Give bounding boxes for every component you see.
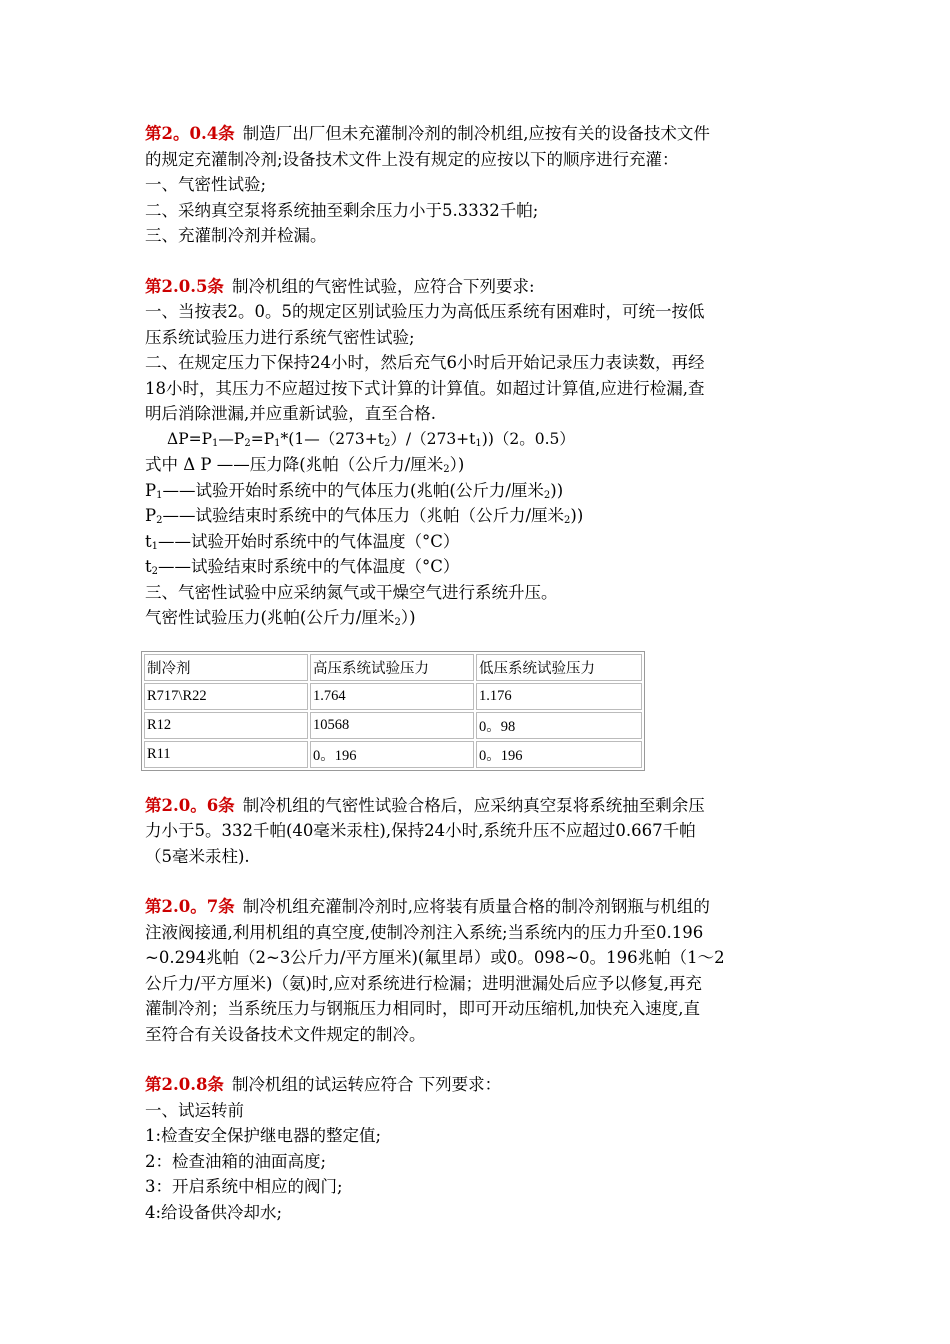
table-cell: 1.176: [476, 683, 642, 710]
sec205-line: 压系统试验压力进行系统气密性试验;: [145, 327, 415, 347]
table-cell: 1.764: [310, 683, 474, 710]
table-row: [144, 741, 642, 768]
sec205-line: 一、当按表2。0。5的规定区别试验压力为高低压系统有困难时，可统一按低: [145, 302, 705, 321]
sec207-line: ~0.294兆帕（2~3公斤力/平方厘米)(氟里昂）或0。098~0。196兆帕（1～2: [145, 948, 725, 967]
sec205-line: 18小时，其压力不应超过按下式计算的计算值。如超过计算值,应进行检漏,查: [145, 378, 705, 398]
table-header-cell: 制冷剂: [144, 654, 308, 681]
sec208-line1: [145, 1072, 810, 1098]
table-cell: R717\R22: [144, 683, 308, 710]
sec204-heading: 第2。0.4条: [145, 124, 235, 143]
table-row: [144, 683, 642, 710]
sec208-line: 2：检查油箱的油面高度;: [145, 1151, 327, 1171]
sec206-line: 力小于5。332千帕(40毫米汞柱),保持24小时,系统升压不应超过0.667千帕: [145, 821, 696, 840]
test-pressure-table: [141, 651, 645, 771]
table-cell: 0。98: [476, 712, 642, 739]
table-header-row: [144, 654, 642, 681]
table-cell: R12: [144, 712, 308, 739]
sec206-line1: [145, 793, 810, 819]
sec205-heading: 第2.0.5条: [145, 276, 224, 296]
document-body: [145, 121, 810, 1225]
sec206-heading: 第2.0。6条: [145, 795, 235, 815]
table-caption: 气密性试验压力(兆帕(公斤力/厘米$_2$）): [145, 608, 416, 628]
sec208-text: 制冷机组的试运转应符合 下列要求：: [231, 1075, 502, 1094]
sec207-line: 注液阀接通,利用机组的真空度,使制冷剂注入系统;当系统内的压力升至0.196: [145, 922, 704, 942]
sec207-line1: [145, 894, 810, 920]
sec204-item-1: 一、气密性试验;: [145, 175, 267, 194]
sec208-heading: 第2.0.8条: [145, 1075, 224, 1094]
sec208-line: 一、试运转前: [145, 1100, 244, 1120]
sec204-line2: 的规定充灌制冷剂;设备技术文件上没有规定的应按以下的顺序进行充灌：: [145, 149, 679, 169]
table-cell: 0。196: [476, 741, 642, 768]
sec204-line1: [145, 121, 810, 147]
sec204-item-2: 二、采纳真空泵将系统抽至剩余压力小于5.3332千帕;: [145, 200, 539, 220]
t1-definition: $t_1——$试验开始时系统中的气体温度（°C）: [145, 531, 460, 552]
sec208-line: 1:检查安全保护继电器的整定值;: [145, 1126, 382, 1145]
table-cell: R11: [144, 741, 308, 768]
sec207-text: 制冷机组充灌制冷剂时,应将装有质量合格的制冷剂钢瓶与机组的: [242, 897, 710, 916]
sec206-line: （5毫米汞柱).: [145, 846, 250, 866]
sec207-heading: 第2.0。7条: [145, 897, 235, 916]
table-cell: 0。196: [310, 741, 474, 768]
p2-definition: $P_2——$试验结束时系统中的气体压力（兆帕（公斤力/厘米$_2$)): [145, 506, 584, 526]
sec205-line: 二、在规定压力下保持24小时，然后充气6小时后开始记录压力表读数，再经: [145, 353, 705, 372]
table-cell: 10568: [310, 712, 474, 739]
sec207-line: 至符合有关设备技术文件规定的制冷。: [145, 1024, 426, 1044]
sec204-text: 制造厂出厂但未充灌制冷剂的制冷机组,应按有关的设备技术文件: [242, 124, 710, 143]
sec207-line: 灌制冷剂；当系统压力与钢瓶压力相同时，即可开动压缩机,加快充入速度,直: [145, 999, 700, 1018]
pressure-drop-formula: $\Delta P=P_1—P_2=P_1*(1—(273+t_2)/(273+t_1))(2$。0.5）: [167, 429, 575, 449]
sec205-text: 制冷机组的气密性试验，应符合下列要求:: [231, 276, 535, 296]
table-header-cell: 高压系统试验压力: [310, 654, 474, 681]
sec205-line1: [145, 274, 810, 300]
formula-where: 式中 Δ P ——压力降(兆帕（公斤力/厘米$_2$）): [145, 455, 465, 475]
sec205-item-3: 三、气密性试验中应采纳氮气或干燥空气进行系统升压。: [145, 582, 558, 602]
sec204-item-3: 三、充灌制冷剂并检漏。: [145, 226, 327, 245]
sec205-line: 明后消除泄漏,并应重新试验，直至合格.: [145, 404, 436, 423]
sec208-line: 4:给设备供冷却水;: [145, 1202, 283, 1222]
sec207-line: 公斤力/平方厘米)（氨)时,应对系统进行检漏；进明泄漏处后应予以修复,再充: [145, 973, 702, 993]
sec208-line: 3：开启系统中相应的阀门;: [145, 1177, 343, 1196]
p1-definition: $P_1——$试验开始时系统中的气体压力(兆帕(公斤力/厘米$_2$)): [145, 480, 564, 501]
sec206-text: 制冷机组的气密性试验合格后，应采纳真空泵将系统抽至剩余压: [242, 795, 705, 815]
table-row: [144, 712, 642, 739]
table-header-cell: 低压系统试验压力: [476, 654, 642, 681]
t2-definition: $t_2——$试验结束时系统中的气体温度（°C）: [145, 557, 460, 577]
